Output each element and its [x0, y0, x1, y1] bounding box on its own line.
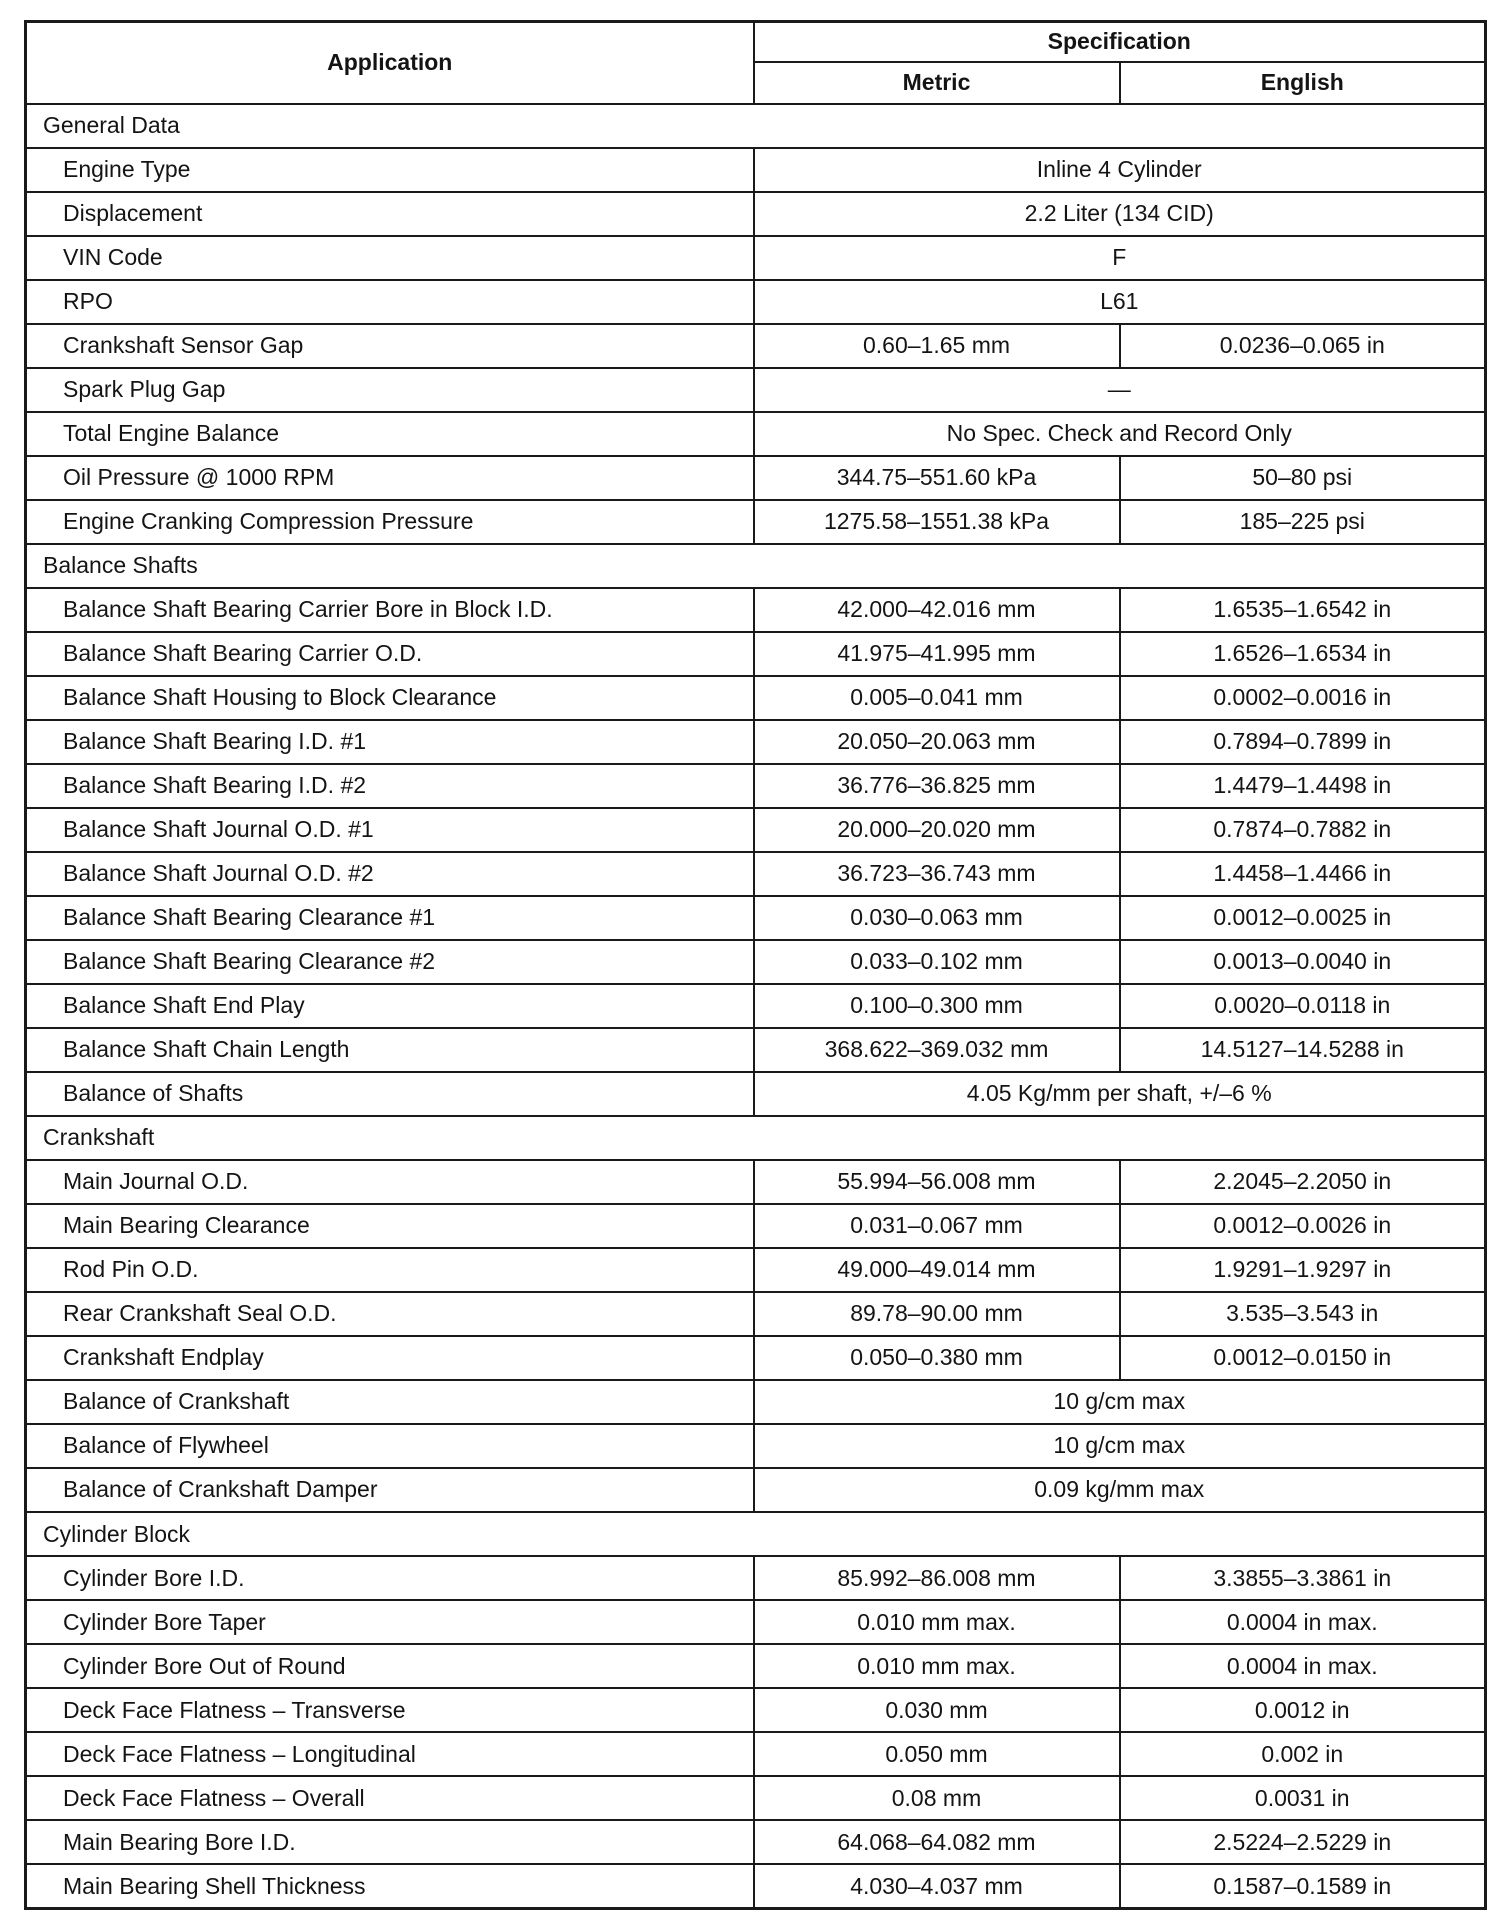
table-row [26, 1600, 1486, 1644]
table-row [26, 1336, 1486, 1380]
application-cell: Balance Shaft Journal O.D. #1 [26, 808, 754, 852]
table-row [26, 852, 1486, 896]
english-cell: 1.6526–1.6534 in [1120, 632, 1486, 676]
english-cell: 3.535–3.543 in [1120, 1292, 1486, 1336]
table-row [26, 764, 1486, 808]
table-row [26, 236, 1486, 280]
english-cell: 1.6535–1.6542 in [1120, 588, 1486, 632]
application-cell: Total Engine Balance [26, 412, 754, 456]
table-row [26, 984, 1486, 1028]
application-cell: Balance Shaft Bearing Clearance #1 [26, 896, 754, 940]
table-row [26, 1732, 1486, 1776]
application-cell: Deck Face Flatness – Overall [26, 1776, 754, 1820]
table-row [26, 280, 1486, 324]
table-row [26, 1820, 1486, 1864]
metric-cell: 41.975–41.995 mm [754, 632, 1120, 676]
english-cell: 2.2045–2.2050 in [1120, 1160, 1486, 1204]
english-cell: 0.002 in [1120, 1732, 1486, 1776]
section-title: Crankshaft [26, 1116, 1486, 1160]
english-cell: 0.0004 in max. [1120, 1644, 1486, 1688]
table-row [26, 720, 1486, 764]
table-row [26, 1864, 1486, 1908]
table-row [26, 808, 1486, 852]
specification-header: Specification [754, 22, 1486, 62]
table-row [26, 412, 1486, 456]
metric-cell: 20.000–20.020 mm [754, 808, 1120, 852]
english-cell: 50–80 psi [1120, 456, 1486, 500]
application-cell: Balance Shaft Bearing Carrier Bore in Block I.D. [26, 588, 754, 632]
table-row [26, 368, 1486, 412]
english-cell: 0.0012–0.0026 in [1120, 1204, 1486, 1248]
metric-cell: 0.031–0.067 mm [754, 1204, 1120, 1248]
english-cell: 0.0031 in [1120, 1776, 1486, 1820]
metric-cell: 0.050–0.380 mm [754, 1336, 1120, 1380]
application-cell: Balance Shaft Bearing I.D. #2 [26, 764, 754, 808]
english-cell: 185–225 psi [1120, 500, 1486, 544]
application-header: Application [26, 22, 754, 104]
table-row [26, 1468, 1486, 1512]
section-row [26, 544, 1486, 588]
table-row [26, 1028, 1486, 1072]
application-cell: Cylinder Bore I.D. [26, 1556, 754, 1600]
metric-cell: 36.776–36.825 mm [754, 764, 1120, 808]
section-row [26, 104, 1486, 148]
english-cell: 0.0013–0.0040 in [1120, 940, 1486, 984]
metric-cell: 64.068–64.082 mm [754, 1820, 1120, 1864]
application-cell: Rear Crankshaft Seal O.D. [26, 1292, 754, 1336]
section-title: General Data [26, 104, 1486, 148]
application-cell: Oil Pressure @ 1000 RPM [26, 456, 754, 500]
table-row [26, 632, 1486, 676]
table-row [26, 1380, 1486, 1424]
application-cell: Balance of Crankshaft [26, 1380, 754, 1424]
metric-cell: 0.08 mm [754, 1776, 1120, 1820]
metric-cell: 42.000–42.016 mm [754, 588, 1120, 632]
english-cell: 0.7894–0.7899 in [1120, 720, 1486, 764]
english-cell: 3.3855–3.3861 in [1120, 1556, 1486, 1600]
application-cell: Deck Face Flatness – Transverse [26, 1688, 754, 1732]
application-cell: Balance Shaft Bearing Carrier O.D. [26, 632, 754, 676]
application-cell: Balance Shaft Bearing Clearance #2 [26, 940, 754, 984]
application-cell: Main Bearing Bore I.D. [26, 1820, 754, 1864]
specification-cell: No Spec. Check and Record Only [754, 412, 1486, 456]
table-row [26, 1248, 1486, 1292]
table-row [26, 588, 1486, 632]
metric-cell: 368.622–369.032 mm [754, 1028, 1120, 1072]
application-cell: Crankshaft Endplay [26, 1336, 754, 1380]
table-row [26, 324, 1486, 368]
metric-cell: 55.994–56.008 mm [754, 1160, 1120, 1204]
application-cell: Balance of Shafts [26, 1072, 754, 1116]
application-cell: Balance of Flywheel [26, 1424, 754, 1468]
application-cell: Rod Pin O.D. [26, 1248, 754, 1292]
table-row [26, 1292, 1486, 1336]
application-cell: RPO [26, 280, 754, 324]
application-cell: Main Bearing Clearance [26, 1204, 754, 1248]
application-cell: Balance Shaft End Play [26, 984, 754, 1028]
metric-cell: 0.010 mm max. [754, 1600, 1120, 1644]
application-cell: Main Bearing Shell Thickness [26, 1864, 754, 1908]
metric-cell: 49.000–49.014 mm [754, 1248, 1120, 1292]
english-cell: 0.7874–0.7882 in [1120, 808, 1486, 852]
application-cell: Displacement [26, 192, 754, 236]
application-cell: Engine Cranking Compression Pressure [26, 500, 754, 544]
english-cell: 0.1587–0.1589 in [1120, 1864, 1486, 1908]
table-row [26, 456, 1486, 500]
application-cell: Balance Shaft Journal O.D. #2 [26, 852, 754, 896]
metric-cell: 0.030–0.063 mm [754, 896, 1120, 940]
table-row [26, 148, 1486, 192]
table-row [26, 940, 1486, 984]
english-cell: 0.0012–0.0025 in [1120, 896, 1486, 940]
specification-cell: 10 g/cm max [754, 1380, 1486, 1424]
english-cell: 1.4479–1.4498 in [1120, 764, 1486, 808]
table-row [26, 1424, 1486, 1468]
application-cell: Cylinder Bore Taper [26, 1600, 754, 1644]
table-row [26, 1776, 1486, 1820]
english-cell: 0.0236–0.065 in [1120, 324, 1486, 368]
table-row [26, 500, 1486, 544]
metric-cell: 0.100–0.300 mm [754, 984, 1120, 1028]
specification-cell: Inline 4 Cylinder [754, 148, 1486, 192]
table-row [26, 1204, 1486, 1248]
specification-cell: — [754, 368, 1486, 412]
english-cell: 1.9291–1.9297 in [1120, 1248, 1486, 1292]
specification-cell: F [754, 236, 1486, 280]
metric-cell: 85.992–86.008 mm [754, 1556, 1120, 1600]
application-cell: Main Journal O.D. [26, 1160, 754, 1204]
application-cell: Spark Plug Gap [26, 368, 754, 412]
section-title: Balance Shafts [26, 544, 1486, 588]
metric-cell: 4.030–4.037 mm [754, 1864, 1120, 1908]
metric-cell: 0.005–0.041 mm [754, 676, 1120, 720]
specification-cell: 2.2 Liter (134 CID) [754, 192, 1486, 236]
english-cell: 0.0012 in [1120, 1688, 1486, 1732]
application-cell: Crankshaft Sensor Gap [26, 324, 754, 368]
metric-cell: 20.050–20.063 mm [754, 720, 1120, 764]
metric-header: Metric [754, 62, 1120, 104]
application-cell: Balance of Crankshaft Damper [26, 1468, 754, 1512]
metric-cell: 0.010 mm max. [754, 1644, 1120, 1688]
table-row [26, 1072, 1486, 1116]
english-header: English [1120, 62, 1486, 104]
metric-cell: 36.723–36.743 mm [754, 852, 1120, 896]
section-row [26, 1116, 1486, 1160]
table-row [26, 1556, 1486, 1600]
specification-cell: 0.09 kg/mm max [754, 1468, 1486, 1512]
table-row [26, 896, 1486, 940]
application-cell: Deck Face Flatness – Longitudinal [26, 1732, 754, 1776]
table-row [26, 192, 1486, 236]
application-cell: Balance Shaft Bearing I.D. #1 [26, 720, 754, 764]
section-row [26, 1512, 1486, 1556]
application-cell: Cylinder Bore Out of Round [26, 1644, 754, 1688]
table-row [26, 676, 1486, 720]
english-cell: 0.0020–0.0118 in [1120, 984, 1486, 1028]
english-cell: 1.4458–1.4466 in [1120, 852, 1486, 896]
metric-cell: 344.75–551.60 kPa [754, 456, 1120, 500]
english-cell: 0.0012–0.0150 in [1120, 1336, 1486, 1380]
metric-cell: 0.60–1.65 mm [754, 324, 1120, 368]
metric-cell: 1275.58–1551.38 kPa [754, 500, 1120, 544]
english-cell: 0.0004 in max. [1120, 1600, 1486, 1644]
english-cell: 0.0002–0.0016 in [1120, 676, 1486, 720]
metric-cell: 89.78–90.00 mm [754, 1292, 1120, 1336]
engine-specifications-table [24, 20, 1487, 1910]
application-cell: VIN Code [26, 236, 754, 280]
table-header [26, 22, 1486, 104]
table-row [26, 1688, 1486, 1732]
metric-cell: 0.033–0.102 mm [754, 940, 1120, 984]
specification-cell: L61 [754, 280, 1486, 324]
specification-cell: 4.05 Kg/mm per shaft, +/–6 % [754, 1072, 1486, 1116]
metric-cell: 0.050 mm [754, 1732, 1120, 1776]
specification-cell: 10 g/cm max [754, 1424, 1486, 1468]
english-cell: 14.5127–14.5288 in [1120, 1028, 1486, 1072]
english-cell: 2.5224–2.5229 in [1120, 1820, 1486, 1864]
application-cell: Balance Shaft Housing to Block Clearance [26, 676, 754, 720]
section-title: Cylinder Block [26, 1512, 1486, 1556]
table-body [26, 104, 1486, 1909]
table-row [26, 1160, 1486, 1204]
application-cell: Balance Shaft Chain Length [26, 1028, 754, 1072]
metric-cell: 0.030 mm [754, 1688, 1120, 1732]
table-row [26, 1644, 1486, 1688]
application-cell: Engine Type [26, 148, 754, 192]
